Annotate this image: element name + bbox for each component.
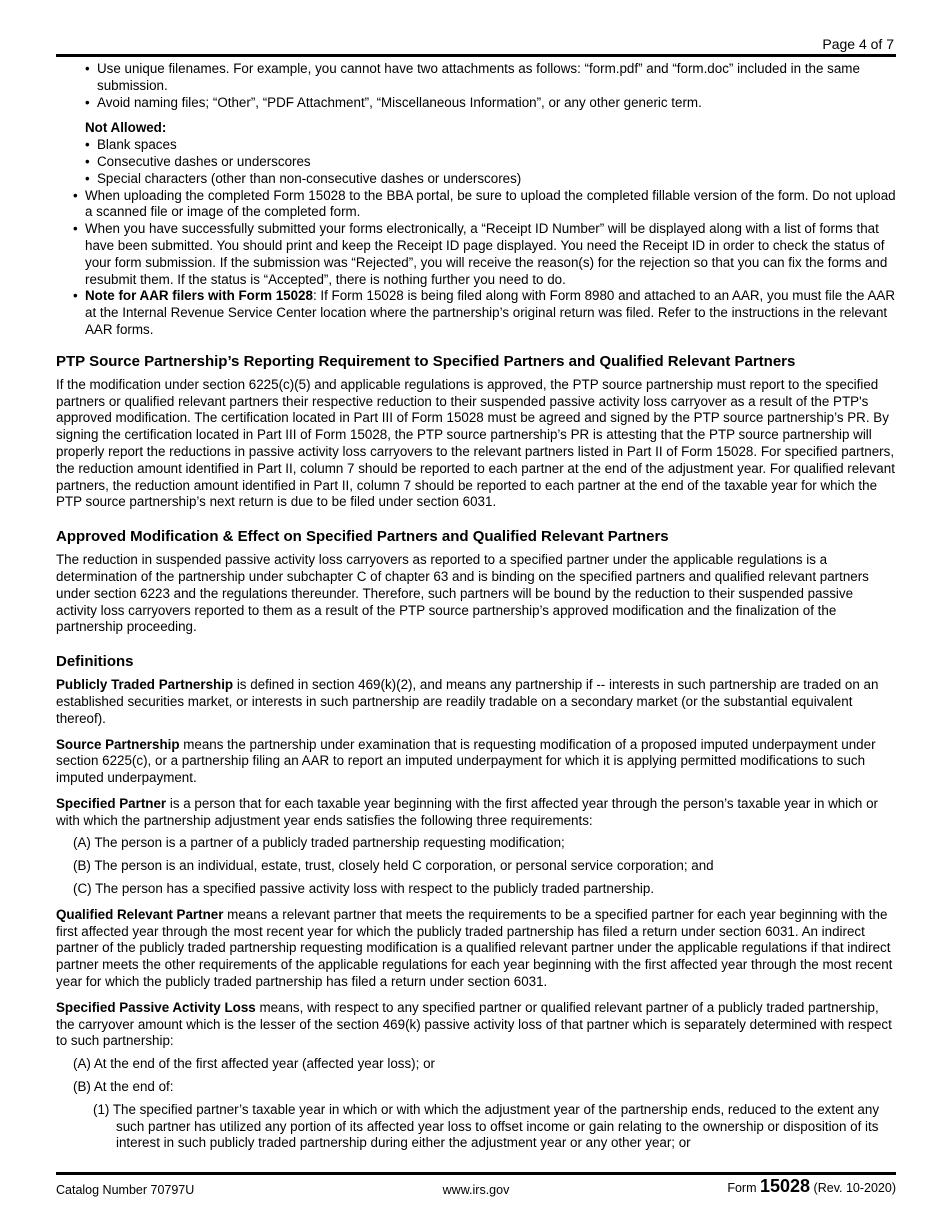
definition-term: Specified Passive Activity Loss (56, 999, 256, 1015)
page-number: Page 4 of 7 (822, 36, 894, 52)
section-heading-reporting: PTP Source Partnership’s Reporting Requirement to Specified Partners and Qualified Relevant Partners (56, 352, 796, 370)
page-content (56, 61, 896, 1158)
list-item: (B) At the end of: (73, 1079, 174, 1095)
form-number: 15028 (760, 1176, 811, 1196)
bottom-rule (56, 1172, 896, 1175)
list-item: • Consecutive dashes or underscores (56, 154, 896, 171)
list-item: (A) The person is a partner of a publicly traded partnership requesting modification; (73, 835, 565, 851)
page-footer (56, 1178, 896, 1200)
list-item: (B) The person is an individual, estate, trust, closely held C corporation, or personal service corporation; and (73, 858, 714, 874)
form-revision: (Rev. 10-2020) (813, 1181, 896, 1195)
website-link[interactable]: www.irs.gov (442, 1183, 510, 1197)
section-body-approved-modification: The reduction in suspended passive activity loss carryovers as reported to a specified partner under the applicable regulations is a determination of the partnership under subchapter C of chapter 63 and is binding on the specified partners and qualified relevant partners under section 6223 and the regulations thereunder. Therefore, such partners will be bound by the reduction to their suspended passive activity loss carryovers reported to them as a result of the PTP source partnership’s approved modification and the finalization of the partnership proceeding. (56, 552, 869, 635)
definition-text: is defined in section 469(k)(2), and means any partnership if -- interests in such partnership are traded on an established securities market, or interests in such partnership are readily tradable on a secondary market (or the substantial equivalent thereof). (56, 677, 879, 726)
definition-specified-partner (56, 796, 896, 830)
not-allowed-title: Not Allowed: (85, 120, 167, 136)
definition-text: means the partnership under examination that is requesting modification of a proposed imputed underpayment under section 6225(c), or a partnership filing an AAR to report an imputed underpayment for which it is applying permitted modifications to such imputed underpayment. (56, 736, 876, 786)
definition-term: Specified Partner (56, 795, 167, 811)
definition-term: Qualified Relevant Partner (56, 906, 224, 922)
definition-text: means, with respect to any specified partner or qualified relevant partner of a publicly traded partnership, the carryover amount which is the lesser of the section 469(k) passive activity loss of that partner which is separately determined with respect to such partnership: (56, 999, 892, 1049)
definition-text: is a person that for each taxable year beginning with the first affected year through the person’s taxable year in which or with which the partnership adjustment year ends satisfies the following three requirements: (56, 795, 879, 828)
aar-note-text: : If Form 15028 is being filed along with Form 8980 and attached to an AAR, you must file the AAR at the Internal Revenue Service Center location where the partnership’s original return was filed. Refer to the instructions in the relevant AAR forms. (85, 288, 896, 337)
list-item: • Blank spaces (56, 137, 896, 154)
list-item: • Avoid naming files; “Other”, “PDF Attachment”, “Miscellaneous Information”, or any other generic term. (56, 95, 896, 112)
definition-specified-passive-activity-loss (56, 1000, 896, 1050)
list-item: • Use unique filenames. For example, you cannot have two attachments as follows: “form.pdf” and “form.doc” included in the same submission. (56, 61, 896, 95)
definition-qualified-relevant-partner (56, 907, 896, 991)
section-heading-definitions: Definitions (56, 653, 134, 671)
list-item: (1) The specified partner’s taxable year in which or with which the adjustment year of the partnership ends, reduced to the extent any such partner has utilized any portion of its affected year loss to offset income or gain relating to the ownership or disposition of its interest in such publicly traded partnership during either the adjustment year or any other year; or (93, 1101, 880, 1151)
section-body-reporting: If the modification under section 6225(c)(5) and applicable regulations is approved, the PTP source partnership must report to the specified partners or qualified relevant partners their respective reduction to their suspended passive activity loss carryover as a result of the PTP's approved modification. The certification located in Part III of Form 15028 must be agreed and signed by the PTP source partnership’s PR. By signing the certification located in Part III of Form 15028, the PTP source partnership’s PR is attesting that the PTP source partnership will properly report the reductions in passive activity loss carryovers to the relevant partners listed in Part II of Form 15028. For specified partners, the reduction amount identified in Part II, column 7 should be reported to each partner at the end of the adjustment year. For qualified relevant partners, the reduction amount identified in Part II, column 7 should be reported to each partner at the end of the taxable year for which the PTP source partnership’s next return is due to be filed under section 6031. (56, 376, 895, 510)
definition-term: Source Partnership (56, 736, 180, 752)
section-heading-approved-modification: Approved Modification & Effect on Specified Partners and Qualified Relevant Partners (56, 528, 669, 546)
list-item: (C) The person has a specified passive activity loss with respect to the publicly traded partnership. (73, 881, 655, 897)
list-item: • When you have successfully submitted your forms electronically, a “Receipt ID Number” will be displayed along with a list of forms that have been submitted. You should print and keep the Receipt ID page displayed. You need the Receipt ID in order to check the status of your form submission. If the submission was “Rejected”, you will receive the reason(s) for the rejection so that you can fix the forms and resubmit them. If the status is “Accepted”, there is nothing further you need to do. (56, 221, 896, 288)
catalog-number: Catalog Number 70797U (56, 1183, 195, 1197)
filename-rules-list (56, 61, 896, 111)
definition-term: Publicly Traded Partnership (56, 677, 234, 693)
top-rule (56, 54, 896, 57)
aar-note (56, 288, 896, 338)
submission-bullets (56, 188, 896, 339)
definition-source-partnership (56, 737, 896, 787)
definition-text: means a relevant partner that meets the requirements to be a specified partner for each year beginning with the first affected year through the most recent year for which the publicly traded partnership has filed a return under section 6031. An indirect partner of the publicly traded partnership requesting modification is a qualified relevant partner under the applicable regulations if that indirect partner meets the other requirements of the applicable regulations for each year beginning with the first affected year through the most recent year for which the publicly traded partnership has filed a return under section 6031. (56, 906, 893, 990)
form-prefix: Form (727, 1181, 757, 1195)
form-identifier (727, 1178, 896, 1197)
aar-note-label: Note for AAR filers with Form 15028 (85, 288, 313, 304)
definition-ptp (56, 677, 896, 727)
list-item: • When uploading the completed Form 15028 to the BBA portal, be sure to upload the completed fillable version of the form. Do not upload a scanned file or image of the completed form. (56, 188, 896, 222)
list-item: • Special characters (other than non-consecutive dashes or underscores) (56, 171, 896, 188)
list-item: (A) At the end of the first affected year (affected year loss); or (73, 1056, 435, 1072)
